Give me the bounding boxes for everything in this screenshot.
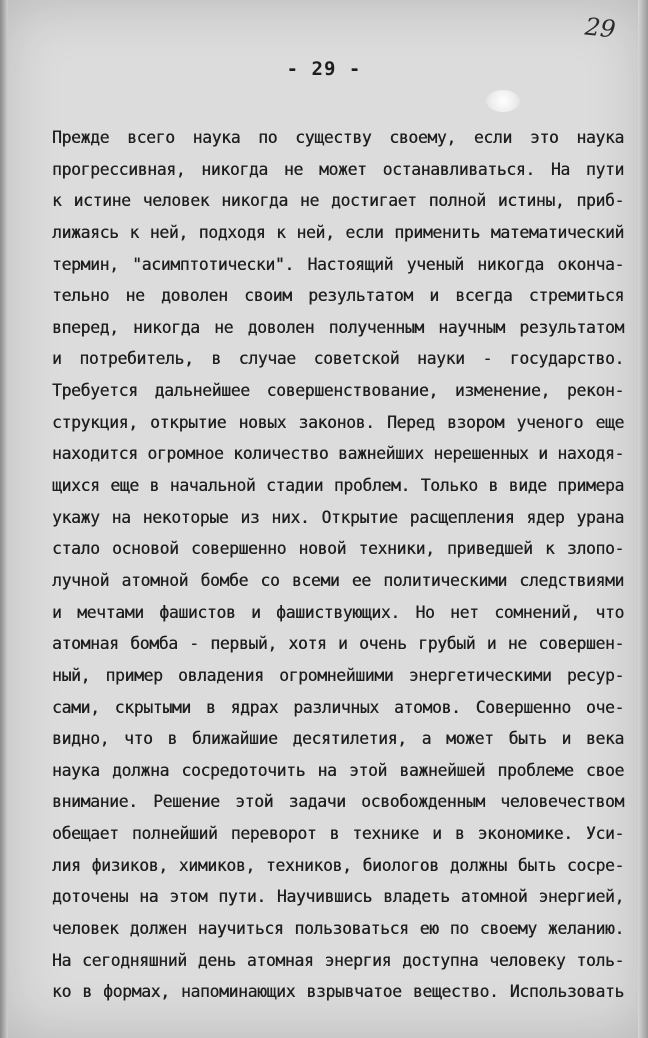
page-right-edge — [638, 0, 648, 1038]
text-line: ный, пример овладения огромнейшими энергетическими ресур- — [52, 665, 624, 685]
text-line: стало основой совершенно новой техники, приведшей к злопо- — [52, 539, 624, 559]
text-line: сами, скрытыми в ядрах различных атомов. Совершенно оче- — [52, 697, 624, 717]
text-line: человек должен научиться пользоваться ею по своему желанию. — [52, 919, 624, 939]
text-line: и потребитель, в случае советской науки - государство. — [52, 349, 624, 369]
text-line: прогрессивная, никогда не может останавливаться. На пути — [52, 159, 624, 179]
text-line: лия физиков, химиков, техников, биологов должны быть сосре- — [52, 855, 624, 875]
text-line: обещает полнейший переворот в технике и в экономике. Уси- — [52, 824, 624, 844]
text-line: Требуется дальнейшее совершенствование, изменение, рекон- — [52, 381, 624, 401]
text-line: видно, что в ближайшие десятилетия, а может быть и века — [52, 729, 624, 749]
text-line: струкция, открытие новых законов. Перед взором ученого еще — [52, 412, 624, 432]
text-line: ко в формах, напоминающих взрывчатое вещество. Использовать — [52, 982, 624, 1002]
archive-page-number: 29 — [583, 12, 617, 44]
text-line: наука должна сосредоточить на этой важнейшей проблеме свое — [52, 760, 624, 780]
text-line: лижаясь к ней, подходя к ней, если применить математический — [52, 222, 624, 242]
text-line: доточены на этом пути. Научившись владеть атомной энергией, — [52, 887, 624, 907]
text-line: Прежде всего наука по существу своему, если это наука — [52, 128, 624, 147]
text-line: находится огромное количество важнейших нерешенных и находя- — [52, 444, 624, 464]
text-line: тельно не доволен своим результатом и всегда стремиться — [52, 286, 624, 306]
page-left-edge — [0, 0, 8, 1038]
body-text — [52, 122, 624, 1008]
text-line: внимание. Решение этой задачи освобожденным человечеством — [52, 792, 624, 812]
text-line: атомная бомба - первый, хотя и очень грубый и не совершен- — [52, 634, 624, 654]
page-number: - 29 - — [286, 58, 362, 80]
paper-smudge — [486, 90, 520, 112]
text-line: вперед, никогда не доволен полученным научным результатом — [52, 317, 624, 337]
text-line: щихся еще в начальной стадии проблем. Только в виде примера — [52, 476, 624, 496]
text-line: и мечтами фашистов и фашиствующих. Но нет сомнений, что — [52, 602, 624, 622]
text-line: к истине человек никогда не достигает полной истины, приб- — [52, 191, 624, 211]
text-line: укажу на некоторые из них. Открытие расщепления ядер урана — [52, 507, 624, 527]
text-line: термин, "асимптотически". Настоящий ученый никогда оконча- — [52, 254, 624, 274]
text-line: лучной атомной бомбе со всеми ее политическими следствиями — [52, 570, 624, 590]
text-line: На сегодняшний день атомная энергия доступна человеку толь- — [52, 950, 624, 970]
